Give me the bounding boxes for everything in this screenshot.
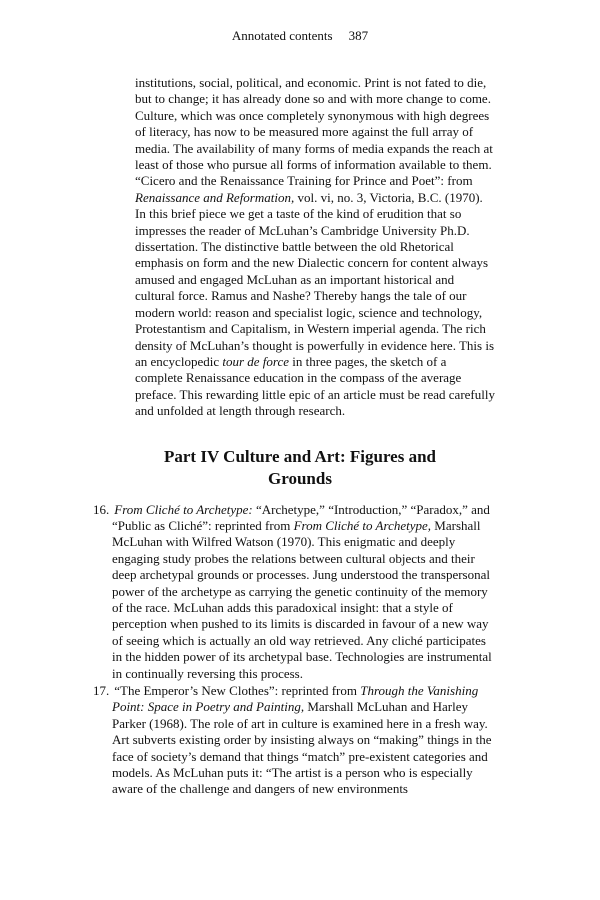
running-header [0,28,600,44]
annotated-contents-list [93,502,493,798]
page-number: 387 [348,28,369,43]
paragraph: “Cicero and the Renaissance Training for Prince and Poet”: from Renaissance and Reformation, vol. vi, no. 3, Victoria, B.C. (1970). In this brief piece we get a taste of the kind of erudition that so impresses the reader of McLuhan’s Cambridge University Ph.D. dissertation. The distinctive battle between the old Rhetorical emphasis on form and the new Dialectic concern for content always amused and engaged McLuhan as an important historical and cultural force. Ramus and Nashe? Thereby hangs the tale of our modern world: reason and specialist logic, science and technology, Protestantism and Capitalism, in Western imperial agenda. The rich density of McLuhan’s thought is powerfully in evidence here. This is an encyclopedic tour de force in three pages, the sketch of a complete Renaissance education in the compass of the average preface. This rewarding little epic of an article must be read carefully and unfolded at length through research. [135,173,495,419]
annotation-text-block [135,75,495,420]
list-item [93,683,493,798]
item-number: 17. [93,683,110,698]
item-text: From Cliché to Archetype: “Archetype,” “Introduction,” “Paradox,” and “Public as Cliché”: reprinted from From Cliché to Archetype, Marshall McLuhan with Wilfred Watson (1970). This enigmatic and deeply engaging study probes the relations between cultural objects and their deep archetypal grounds or processes. Jung understood the transpersonal power of the archetype as carrying the genetic continuity of the memory of the race. McLuhan adds this paradoxical insight: that a style of perception when pushed to its limits is discarded in favour of a new way of seeing which is actually an old way retrieved. Any cliché participates in the hidden power of its archetypal base. Technologies are instrumental in continually reversing this process. [112,501,492,681]
list-item [93,502,493,682]
header-title: Annotated contents [231,28,333,43]
item-text: “The Emperor’s New Clothes”: reprinted from Through the Vanishing Point: Space in Poetry and Painting, Marshall McLuhan and Harley Parker (1968). The role of art in culture is examined here in a fresh way. Art subverts existing order by insisting always on “making” things in the face of society’s demand that things “match” pre-existent categories and models. As McLuhan puts it: “The artist is a person who is especially aware of the challenge and dangers of new environments [112,683,492,797]
paragraph: institutions, social, political, and economic. Print is not fated to die, but to change; it has already done so and with more change to come. Culture, which was once completely synonymous with high degrees of literacy, has now to be measured more against the full array of media. The availability of many forms of media expands the reach at least of those who pursue all forms of information available to them. [135,75,493,173]
section-heading: Part IV Culture and Art: Figures and Grounds [163,446,437,488]
item-number: 16. [93,501,110,517]
